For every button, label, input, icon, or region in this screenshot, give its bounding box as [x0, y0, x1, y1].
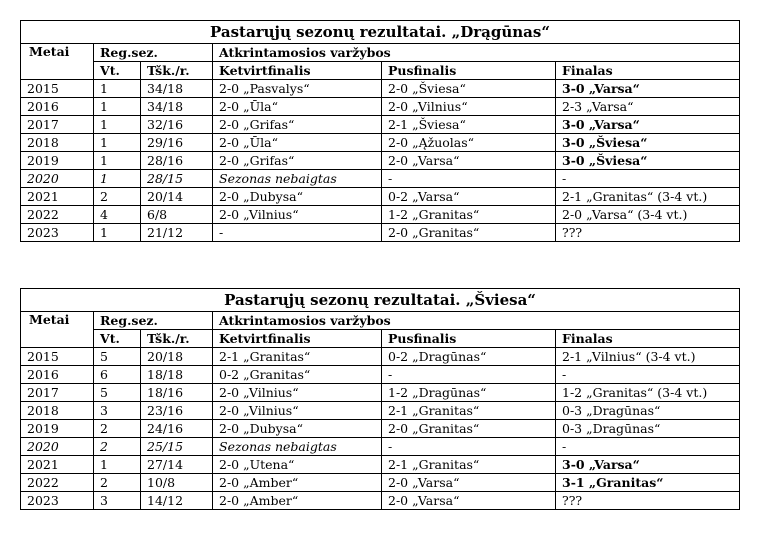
table-title: Pastarųjų sezonų rezultatai. „Šviesa“: [21, 289, 740, 312]
cell-pusfinalis: 2-0 „Šviesa“: [382, 80, 556, 98]
cell-ketvirtfinalis: 2-0 „Grifas“: [213, 116, 382, 134]
cell-year: 2020: [21, 438, 94, 456]
cell-ketvirtfinalis: 2-0 „Ūla“: [213, 98, 382, 116]
cell-vt: 2: [94, 420, 141, 438]
cell-tsk: 28/15: [141, 170, 213, 188]
cell-pusfinalis: -: [382, 438, 556, 456]
cell-tsk: 32/16: [141, 116, 213, 134]
cell-tsk: 34/18: [141, 80, 213, 98]
cell-ketvirtfinalis: 2-0 „Dubysa“: [213, 188, 382, 206]
cell-vt: 1: [94, 116, 141, 134]
header-metai: Metai: [21, 44, 94, 80]
cell-year: 2022: [21, 206, 94, 224]
cell-tsk: 18/16: [141, 384, 213, 402]
cell-year: 2020: [21, 170, 94, 188]
cell-tsk: 28/16: [141, 152, 213, 170]
cell-ketvirtfinalis: 2-0 „Vilnius“: [213, 384, 382, 402]
cell-ketvirtfinalis: 2-0 „Grifas“: [213, 152, 382, 170]
table-row: [21, 80, 740, 98]
cell-ketvirtfinalis: 2-0 „Vilnius“: [213, 402, 382, 420]
cell-ketvirtfinalis: 0-2 „Granitas“: [213, 366, 382, 384]
cell-finalas: 3-0 „Šviesa“: [556, 134, 740, 152]
cell-year: 2021: [21, 456, 94, 474]
cell-ketvirtfinalis: 2-0 „Amber“: [213, 474, 382, 492]
cell-pusfinalis: 0-2 „Varsa“: [382, 188, 556, 206]
table-row: [21, 152, 740, 170]
cell-year: 2023: [21, 492, 94, 510]
header-metai: Metai: [21, 312, 94, 348]
cell-vt: 2: [94, 438, 141, 456]
cell-ketvirtfinalis: -: [213, 224, 382, 242]
cell-finalas: 0-3 „Dragūnas“: [556, 420, 740, 438]
cell-tsk: 20/18: [141, 348, 213, 366]
cell-finalas: ???: [556, 224, 740, 242]
cell-ketvirtfinalis: 2-1 „Granitas“: [213, 348, 382, 366]
cell-year: 2016: [21, 366, 94, 384]
cell-tsk: 25/15: [141, 438, 213, 456]
cell-finalas: 1-2 „Granitas“ (3-4 vt.): [556, 384, 740, 402]
cell-ketvirtfinalis: 2-0 „Dubysa“: [213, 420, 382, 438]
cell-pusfinalis: 2-0 „Ąžuolas“: [382, 134, 556, 152]
header-finalas: Finalas: [556, 62, 740, 80]
table-row: [21, 348, 740, 366]
table-title-row: [21, 21, 740, 44]
cell-pusfinalis: 2-0 „Vilnius“: [382, 98, 556, 116]
cell-vt: 1: [94, 224, 141, 242]
cell-finalas: -: [556, 170, 740, 188]
cell-vt: 5: [94, 348, 141, 366]
cell-finalas: 3-0 „Šviesa“: [556, 152, 740, 170]
table-row: [21, 438, 740, 456]
cell-finalas: 2-1 „Vilnius“ (3-4 vt.): [556, 348, 740, 366]
cell-pusfinalis: 0-2 „Dragūnas“: [382, 348, 556, 366]
cell-pusfinalis: -: [382, 366, 556, 384]
header-row-1: [21, 312, 740, 330]
cell-year: 2016: [21, 98, 94, 116]
cell-pusfinalis: 2-0 „Granitas“: [382, 420, 556, 438]
table-row: [21, 134, 740, 152]
cell-tsk: 18/18: [141, 366, 213, 384]
cell-tsk: 29/16: [141, 134, 213, 152]
table-row: [21, 384, 740, 402]
cell-tsk: 23/16: [141, 402, 213, 420]
cell-pusfinalis: 2-0 „Varsa“: [382, 474, 556, 492]
table-row: [21, 474, 740, 492]
cell-tsk: 14/12: [141, 492, 213, 510]
cell-ketvirtfinalis: 2-0 „Vilnius“: [213, 206, 382, 224]
header-tsk: Tšk./r.: [141, 330, 213, 348]
cell-finalas: 3-0 „Varsa“: [556, 456, 740, 474]
table-row: [21, 206, 740, 224]
cell-tsk: 20/14: [141, 188, 213, 206]
cell-tsk: 34/18: [141, 98, 213, 116]
cell-finalas: -: [556, 438, 740, 456]
cell-vt: 1: [94, 80, 141, 98]
cell-ketvirtfinalis: 2-0 „Utena“: [213, 456, 382, 474]
cell-vt: 1: [94, 152, 141, 170]
cell-vt: 2: [94, 474, 141, 492]
cell-pusfinalis: 2-0 „Varsa“: [382, 492, 556, 510]
cell-year: 2019: [21, 152, 94, 170]
header-atkrintamosios: Atkrintamosios varžybos: [213, 44, 740, 62]
cell-pusfinalis: 2-1 „Šviesa“: [382, 116, 556, 134]
cell-tsk: 6/8: [141, 206, 213, 224]
cell-year: 2015: [21, 348, 94, 366]
table-row: [21, 188, 740, 206]
cell-tsk: 10/8: [141, 474, 213, 492]
cell-vt: 3: [94, 402, 141, 420]
results-table-draguanas: [20, 20, 740, 242]
cell-vt: 1: [94, 98, 141, 116]
cell-finalas: 3-0 „Varsa“: [556, 80, 740, 98]
cell-ketvirtfinalis: 2-0 „Ūla“: [213, 134, 382, 152]
table-row: [21, 402, 740, 420]
cell-ketvirtfinalis: 2-0 „Pasvalys“: [213, 80, 382, 98]
cell-vt: 1: [94, 456, 141, 474]
header-vt: Vt.: [94, 330, 141, 348]
cell-ketvirtfinalis: 2-0 „Amber“: [213, 492, 382, 510]
cell-vt: 6: [94, 366, 141, 384]
cell-finalas: 0-3 „Dragūnas“: [556, 402, 740, 420]
cell-finalas: 3-1 „Granitas“: [556, 474, 740, 492]
header-tsk: Tšk./r.: [141, 62, 213, 80]
cell-year: 2021: [21, 188, 94, 206]
cell-year: 2019: [21, 420, 94, 438]
cell-pusfinalis: 2-0 „Granitas“: [382, 224, 556, 242]
header-row-2: [21, 330, 740, 348]
cell-vt: 3: [94, 492, 141, 510]
cell-vt: 1: [94, 170, 141, 188]
cell-pusfinalis: 2-1 „Granitas“: [382, 456, 556, 474]
cell-tsk: 27/14: [141, 456, 213, 474]
header-pusfinalis: Pusfinalis: [382, 330, 556, 348]
cell-year: 2015: [21, 80, 94, 98]
cell-finalas: 2-3 „Varsa“: [556, 98, 740, 116]
header-ketvirtfinalis: Ketvirtfinalis: [213, 330, 382, 348]
cell-pusfinalis: 1-2 „Dragūnas“: [382, 384, 556, 402]
cell-vt: 2: [94, 188, 141, 206]
cell-finalas: 2-1 „Granitas“ (3-4 vt.): [556, 188, 740, 206]
cell-pusfinalis: 2-0 „Varsa“: [382, 152, 556, 170]
cell-year: 2018: [21, 402, 94, 420]
table-row: [21, 98, 740, 116]
table-row: [21, 116, 740, 134]
header-finalas: Finalas: [556, 330, 740, 348]
header-atkrintamosios: Atkrintamosios varžybos: [213, 312, 740, 330]
table-row: [21, 170, 740, 188]
table-title: Pastarųjų sezonų rezultatai. „Drągūnas“: [21, 21, 740, 44]
cell-tsk: 21/12: [141, 224, 213, 242]
cell-finalas: 3-0 „Varsa“: [556, 116, 740, 134]
header-row-1: [21, 44, 740, 62]
table-row: [21, 492, 740, 510]
cell-finalas: -: [556, 366, 740, 384]
cell-year: 2022: [21, 474, 94, 492]
header-regsez: Reg.sez.: [94, 312, 213, 330]
table-row: [21, 456, 740, 474]
cell-year: 2017: [21, 116, 94, 134]
cell-vt: 1: [94, 134, 141, 152]
header-row-2: [21, 62, 740, 80]
table-row: [21, 224, 740, 242]
cell-ketvirtfinalis: Sezonas nebaigtas: [213, 170, 382, 188]
table-title-row: [21, 289, 740, 312]
cell-finalas: ???: [556, 492, 740, 510]
results-table-sviesa: [20, 288, 740, 510]
cell-vt: 4: [94, 206, 141, 224]
cell-year: 2017: [21, 384, 94, 402]
cell-tsk: 24/16: [141, 420, 213, 438]
header-ketvirtfinalis: Ketvirtfinalis: [213, 62, 382, 80]
header-vt: Vt.: [94, 62, 141, 80]
cell-pusfinalis: -: [382, 170, 556, 188]
header-pusfinalis: Pusfinalis: [382, 62, 556, 80]
cell-finalas: 2-0 „Varsa“ (3-4 vt.): [556, 206, 740, 224]
cell-vt: 5: [94, 384, 141, 402]
table-row: [21, 420, 740, 438]
cell-ketvirtfinalis: Sezonas nebaigtas: [213, 438, 382, 456]
table-row: [21, 366, 740, 384]
cell-year: 2018: [21, 134, 94, 152]
header-regsez: Reg.sez.: [94, 44, 213, 62]
cell-year: 2023: [21, 224, 94, 242]
cell-pusfinalis: 1-2 „Granitas“: [382, 206, 556, 224]
cell-pusfinalis: 2-1 „Granitas“: [382, 402, 556, 420]
